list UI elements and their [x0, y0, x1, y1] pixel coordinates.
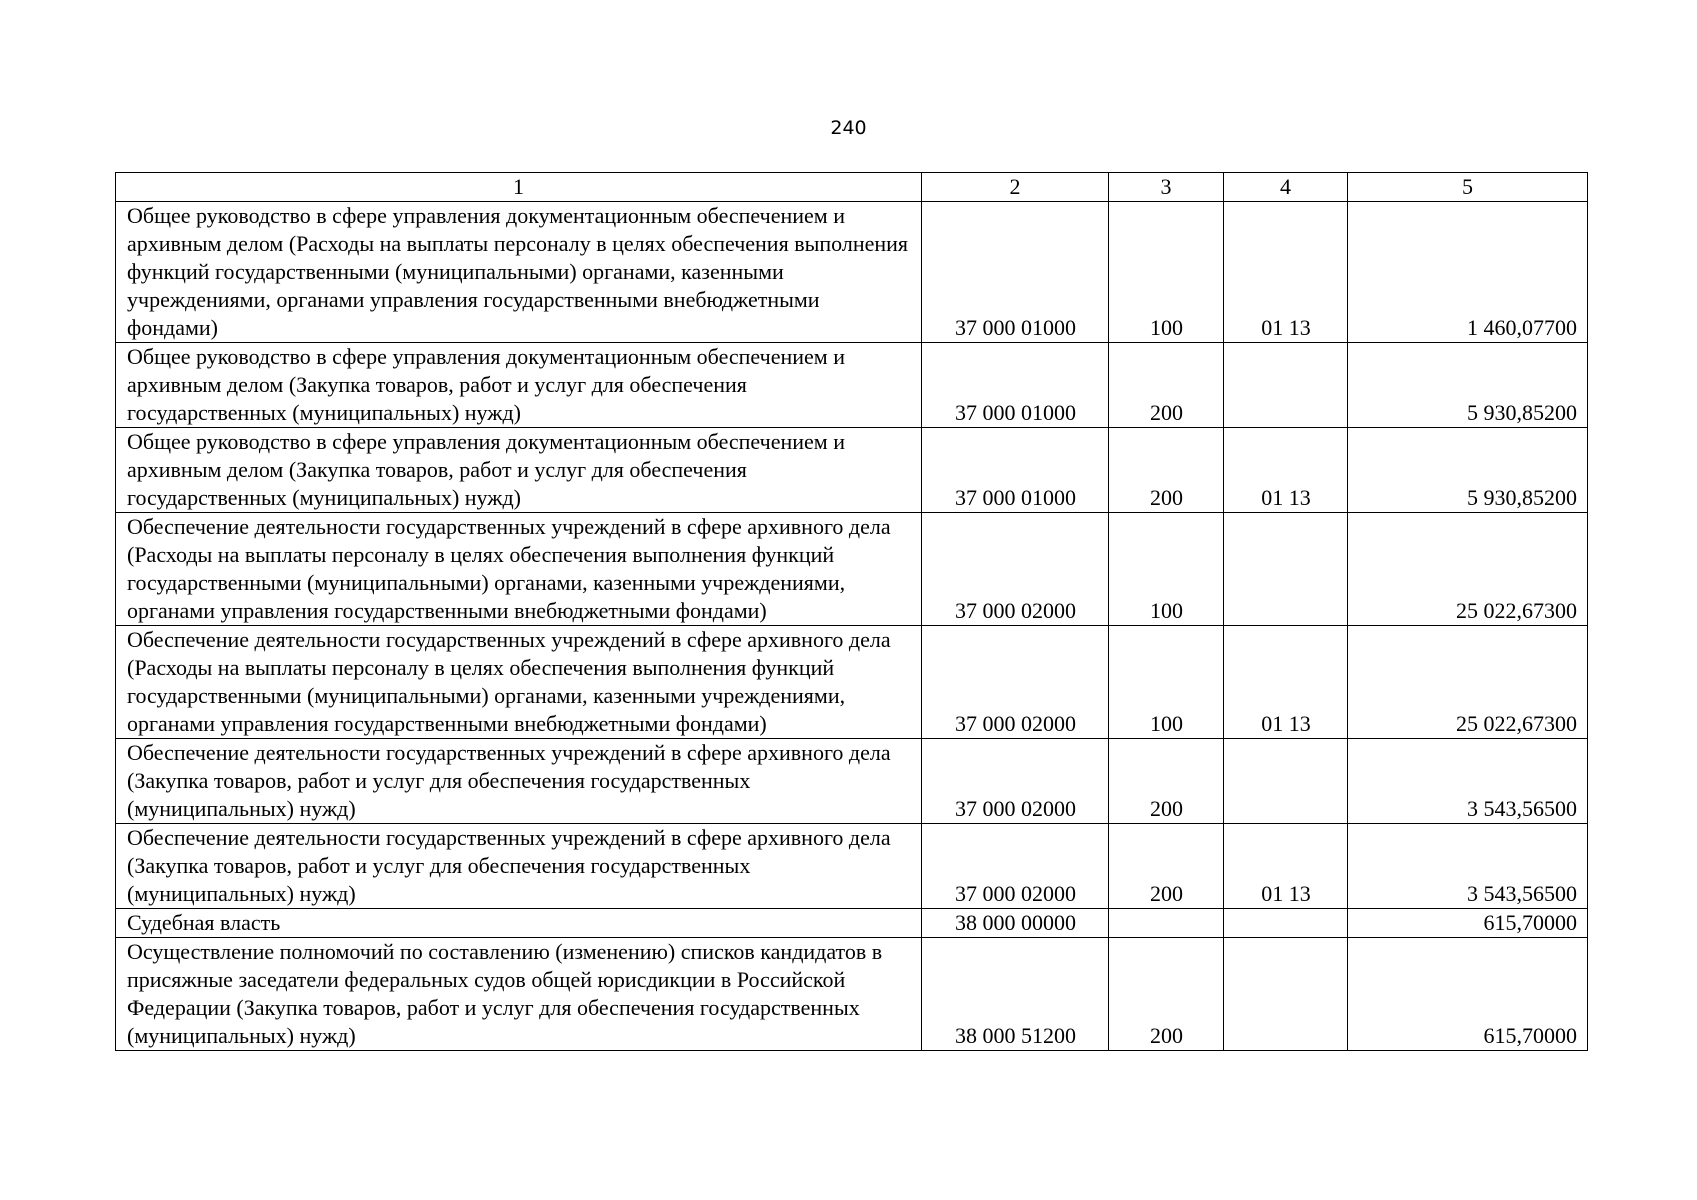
- row-code: 37 000 02000: [922, 739, 1109, 824]
- row-amount: 1 460,07700: [1348, 202, 1588, 343]
- row-code: 37 000 01000: [922, 428, 1109, 513]
- header-col-3: 3: [1109, 173, 1224, 202]
- row-expense-type: [1109, 909, 1224, 938]
- page-number: 240: [830, 117, 867, 139]
- header-row: [116, 173, 1588, 202]
- table-row: [116, 824, 1588, 909]
- row-code: 37 000 02000: [922, 626, 1109, 739]
- row-expense-type: 200: [1109, 343, 1224, 428]
- table-row: [116, 202, 1588, 343]
- row-amount: 615,70000: [1348, 938, 1588, 1051]
- header-col-5: 5: [1348, 173, 1588, 202]
- header-col-1: 1: [116, 173, 922, 202]
- row-section: 01 13: [1224, 428, 1348, 513]
- table-row: [116, 428, 1588, 513]
- table-row: [116, 343, 1588, 428]
- header-col-4: 4: [1224, 173, 1348, 202]
- row-name: Обеспечение деятельности государственных учреждений в сфере архивного дела (Закупка товаров, работ и услуг для обеспечения государственных (муниципальных) нужд): [116, 739, 922, 824]
- row-amount: 5 930,85200: [1348, 428, 1588, 513]
- row-code: 37 000 01000: [922, 343, 1109, 428]
- row-name: Общее руководство в сфере управления документационным обеспечением и архивным делом (Расходы на выплаты персоналу в целях обеспечения выполнения функций государственными (муниципальными) органами, казенными учреждениями, органами управления государственными внебюджетными фондами): [116, 202, 922, 343]
- row-name: Обеспечение деятельности государственных учреждений в сфере архивного дела (Расходы на выплаты персоналу в целях обеспечения выполнения функций государственными (муниципальными) органами, казенными учреждениями, органами управления государственными внебюджетными фондами): [116, 513, 922, 626]
- budget-table: [115, 172, 1588, 1051]
- row-expense-type: 100: [1109, 626, 1224, 739]
- header-col-2: 2: [922, 173, 1109, 202]
- row-expense-type: 200: [1109, 938, 1224, 1051]
- row-expense-type: 100: [1109, 513, 1224, 626]
- row-expense-type: 100: [1109, 202, 1224, 343]
- table-row: [116, 938, 1588, 1051]
- row-amount: 5 930,85200: [1348, 343, 1588, 428]
- row-section: 01 13: [1224, 202, 1348, 343]
- row-expense-type: 200: [1109, 824, 1224, 909]
- row-amount: 25 022,67300: [1348, 513, 1588, 626]
- row-name: Обеспечение деятельности государственных учреждений в сфере архивного дела (Закупка товаров, работ и услуг для обеспечения государственных (муниципальных) нужд): [116, 824, 922, 909]
- row-section: [1224, 513, 1348, 626]
- row-section: [1224, 909, 1348, 938]
- row-amount: 3 543,56500: [1348, 739, 1588, 824]
- row-name: Общее руководство в сфере управления документационным обеспечением и архивным делом (Закупка товаров, работ и услуг для обеспечения государственных (муниципальных) нужд): [116, 428, 922, 513]
- row-code: 37 000 02000: [922, 513, 1109, 626]
- row-name: Осуществление полномочий по составлению (изменению) списков кандидатов в присяжные заседатели федеральных судов общей юрисдикции в Российской Федерации (Закупка товаров, работ и услуг для обеспечения государственных (муниципальных) нужд): [116, 938, 922, 1051]
- row-section: [1224, 343, 1348, 428]
- row-amount: 25 022,67300: [1348, 626, 1588, 739]
- row-amount: 615,70000: [1348, 909, 1588, 938]
- row-code: 37 000 02000: [922, 824, 1109, 909]
- table-row: [116, 626, 1588, 739]
- row-expense-type: 200: [1109, 428, 1224, 513]
- row-section: 01 13: [1224, 824, 1348, 909]
- row-code: 37 000 01000: [922, 202, 1109, 343]
- table-row: [116, 739, 1588, 824]
- table-row: [116, 513, 1588, 626]
- table-row: [116, 909, 1588, 938]
- row-expense-type: 200: [1109, 739, 1224, 824]
- row-section: [1224, 739, 1348, 824]
- row-name: Общее руководство в сфере управления документационным обеспечением и архивным делом (Закупка товаров, работ и услуг для обеспечения государственных (муниципальных) нужд): [116, 343, 922, 428]
- row-code: 38 000 00000: [922, 909, 1109, 938]
- row-section: 01 13: [1224, 626, 1348, 739]
- row-section: [1224, 938, 1348, 1051]
- row-name: Обеспечение деятельности государственных учреждений в сфере архивного дела (Расходы на выплаты персоналу в целях обеспечения выполнения функций государственными (муниципальными) органами, казенными учреждениями, органами управления государственными внебюджетными фондами): [116, 626, 922, 739]
- row-name: Судебная власть: [116, 909, 922, 938]
- row-code: 38 000 51200: [922, 938, 1109, 1051]
- row-amount: 3 543,56500: [1348, 824, 1588, 909]
